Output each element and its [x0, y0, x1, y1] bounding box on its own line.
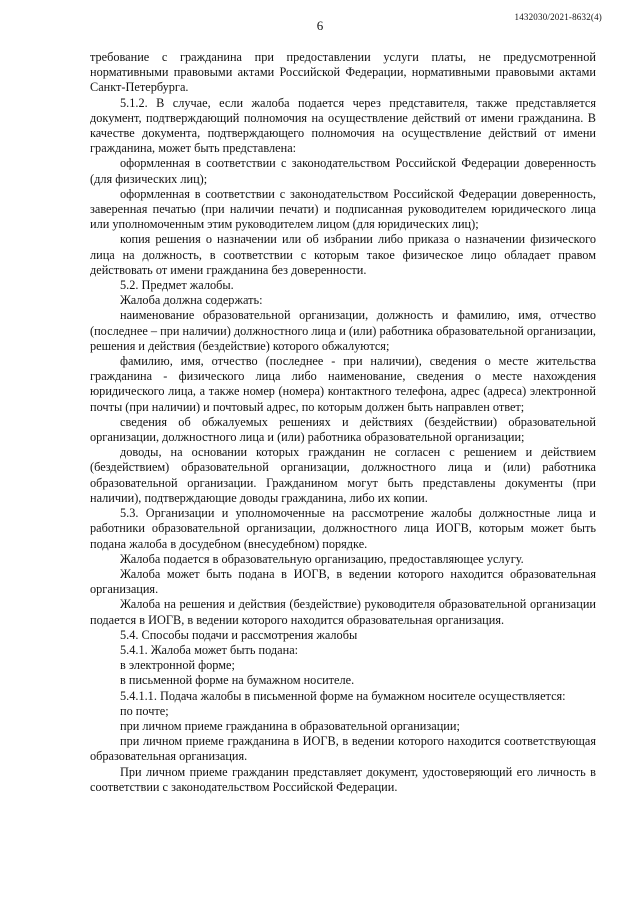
paragraph: Жалоба должна содержать:: [120, 293, 263, 308]
paragraph: сведения об обжалуемых решениях и действиях (бездействии) образовательной организации, должностного лица и (или) работника образовательной организации;: [90, 414, 596, 445]
paragraph: оформленная в соответствии с законодательством Российской Федерации доверенность (для физических лиц);: [90, 156, 596, 186]
paragraph: требование с гражданина при предоставлении услуги платы, не предусмотренной нормативными правовыми актами Российской Федерации, нормативными правовыми актами Санкт-Петербурга.: [90, 50, 596, 95]
paragraph: При личном приеме гражданин представляет документ, удостоверяющий его личность в соответствии с законодательством Российской Федерации.: [90, 764, 596, 794]
paragraph: доводы, на основании которых гражданин не согласен с решением и действием (бездействием) образовательной организации, должностного лица и (или) работника образовательной организации. Гражданином могут быть представлены документы (при наличии), подтверждающие доводы гражданина, либо их копии.: [90, 445, 596, 505]
paragraph: 5.4.1. Жалоба может быть подана:: [120, 642, 299, 657]
paragraph: в письменной форме на бумажном носителе.: [120, 673, 355, 688]
paragraph: 5.4. Способы подачи и рассмотрения жалобы: [120, 627, 358, 642]
paragraph: в электронной форме;: [120, 658, 235, 673]
paragraph: 5.2. Предмет жалобы.: [120, 278, 234, 293]
paragraph: Жалоба может быть подана в ИОГВ, в ведении которого находится образовательная организация.: [90, 566, 596, 597]
page-number: 6: [316, 18, 324, 33]
paragraph: при личном приеме гражданина в образовательной организации;: [120, 718, 460, 733]
document-body: [90, 50, 596, 795]
paragraph: 5.1.2. В случае, если жалоба подается через представителя, также представляется документ, подтверждающий полномочия на осуществление действий от имени гражданина. В качестве документа, подтверждающего полномочия на осуществление действий от имени гражданина, может быть представлена:: [90, 95, 596, 156]
paragraph: копия решения о назначении или об избрании либо приказа о назначении физического лица на должность, в соответствии с которым такое физическое лицо обладает правом действовать от имени гражданина без доверенности.: [90, 232, 596, 277]
paragraph: по почте;: [120, 703, 169, 718]
paragraph: 5.4.1.1. Подача жалобы в письменной форме на бумажном носителе осуществляется:: [120, 688, 566, 703]
paragraph: оформленная в соответствии с законодательством Российской Федерации доверенность, заверенная печатью (при наличии печати) и подписанная руководителем юридического лица или уполномоченным этим руководителем лицом (для юридических лиц);: [90, 186, 596, 232]
paragraph: при личном приеме гражданина в ИОГВ, в ведении которого находится соответствующая образовательная организация.: [90, 734, 596, 764]
paragraph: Жалоба подается в образовательную организацию, предоставляющее услугу.: [120, 551, 524, 566]
paragraph: Жалоба на решения и действия (бездействие) руководителя образовательной организации подается в ИОГВ, в ведении которого находится образовательная организация.: [90, 597, 596, 627]
paragraph: фамилию, имя, отчество (последнее - при наличии), сведения о месте жительства гражданина - физического лица либо наименование, сведения о месте нахождения юридического лица, а также номер (номера) контактного телефона, адрес (адреса) электронной почты (при наличии) и почтовый адрес, по которым должен быть направлен ответ;: [90, 354, 596, 414]
paragraph: 5.3. Организации и уполномоченные на рассмотрение жалобы должностные лица и работники образовательной организации, должностного лица ИОГВ, которым может быть подана жалоба в досудебном (внесудебном) порядке.: [90, 506, 596, 551]
document-id: 1432030/2021-8632(4): [514, 12, 602, 22]
paragraph: наименование образовательной организации, должность и фамилию, имя, отчество (последнее – при наличии) должностного лица и (или) работника образовательной организации, решения и действия (бездействие) которого обжалуются;: [90, 308, 596, 353]
